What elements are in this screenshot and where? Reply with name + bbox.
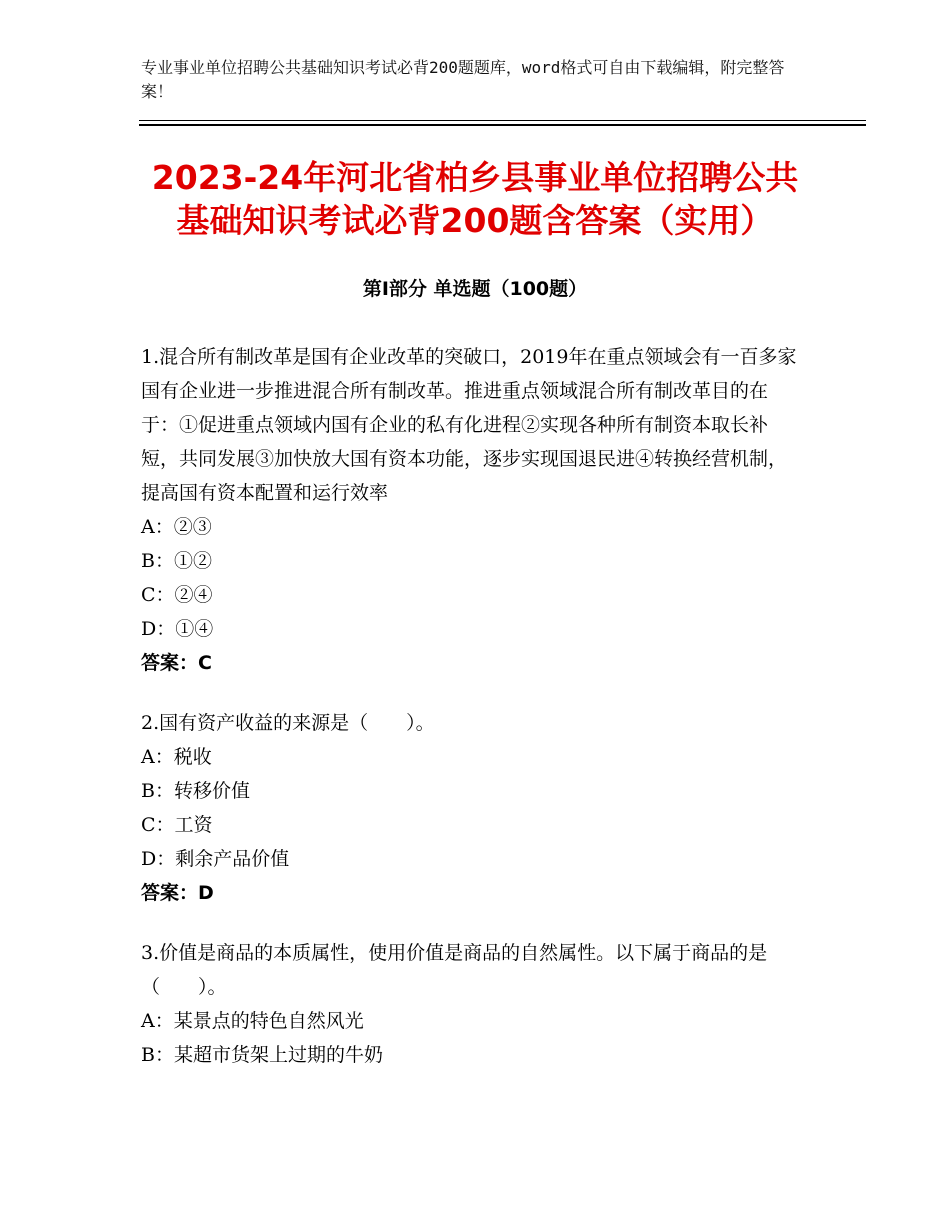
- option-d: D：①④: [141, 618, 214, 640]
- question-stem: 3.价值是商品的本质属性，使用价值是商品的自然属性。以下属于商品的是（ ）。: [141, 942, 768, 998]
- option-b: B：转移价值: [141, 780, 250, 802]
- header-note: 专业事业单位招聘公共基础知识考试必背200题题库，word格式可自由下载编辑，附完整答案！: [141, 58, 785, 101]
- option-a: A：②③: [141, 516, 212, 538]
- document-title: 2023-24年河北省柏乡县事业单位招聘公共基础知识考试必背200题含答案（实用）: [151, 158, 799, 240]
- question-1: [141, 340, 801, 680]
- section-title: 第Ⅰ部分 单选题（100题）: [362, 278, 588, 300]
- answer: 答案：C: [141, 652, 212, 674]
- option-b: B：①②: [141, 550, 212, 572]
- option-a: A：税收: [141, 746, 212, 768]
- question-list: [141, 340, 801, 1098]
- question-3: [141, 936, 801, 1072]
- question-stem: 1.混合所有制改革是国有企业改革的突破口，2019年在重点领域会有一百多家国有企业进一步推进混合所有制改革。推进重点领域混合所有制改革目的在于：①促进重点领域内国有企业的私有化进程②实现各种所有制资本取长补短，共同发展③加快放大国有资本功能，逐步实现国退民进④转换经营机制，提高国有资本配置和运行效率: [141, 346, 797, 504]
- option-b: B：某超市货架上过期的牛奶: [141, 1044, 383, 1066]
- header-divider-thin: [139, 120, 866, 121]
- question-2: [141, 706, 801, 910]
- option-d: D：剩余产品价值: [141, 848, 290, 870]
- header-divider-thick: [139, 124, 866, 126]
- question-stem: 2.国有资产收益的来源是（ ）。: [141, 712, 435, 734]
- option-a: A：某景点的特色自然风光: [141, 1010, 364, 1032]
- option-c: C：工资: [141, 814, 213, 836]
- answer: 答案：D: [141, 882, 214, 904]
- option-c: C：②④: [141, 584, 213, 606]
